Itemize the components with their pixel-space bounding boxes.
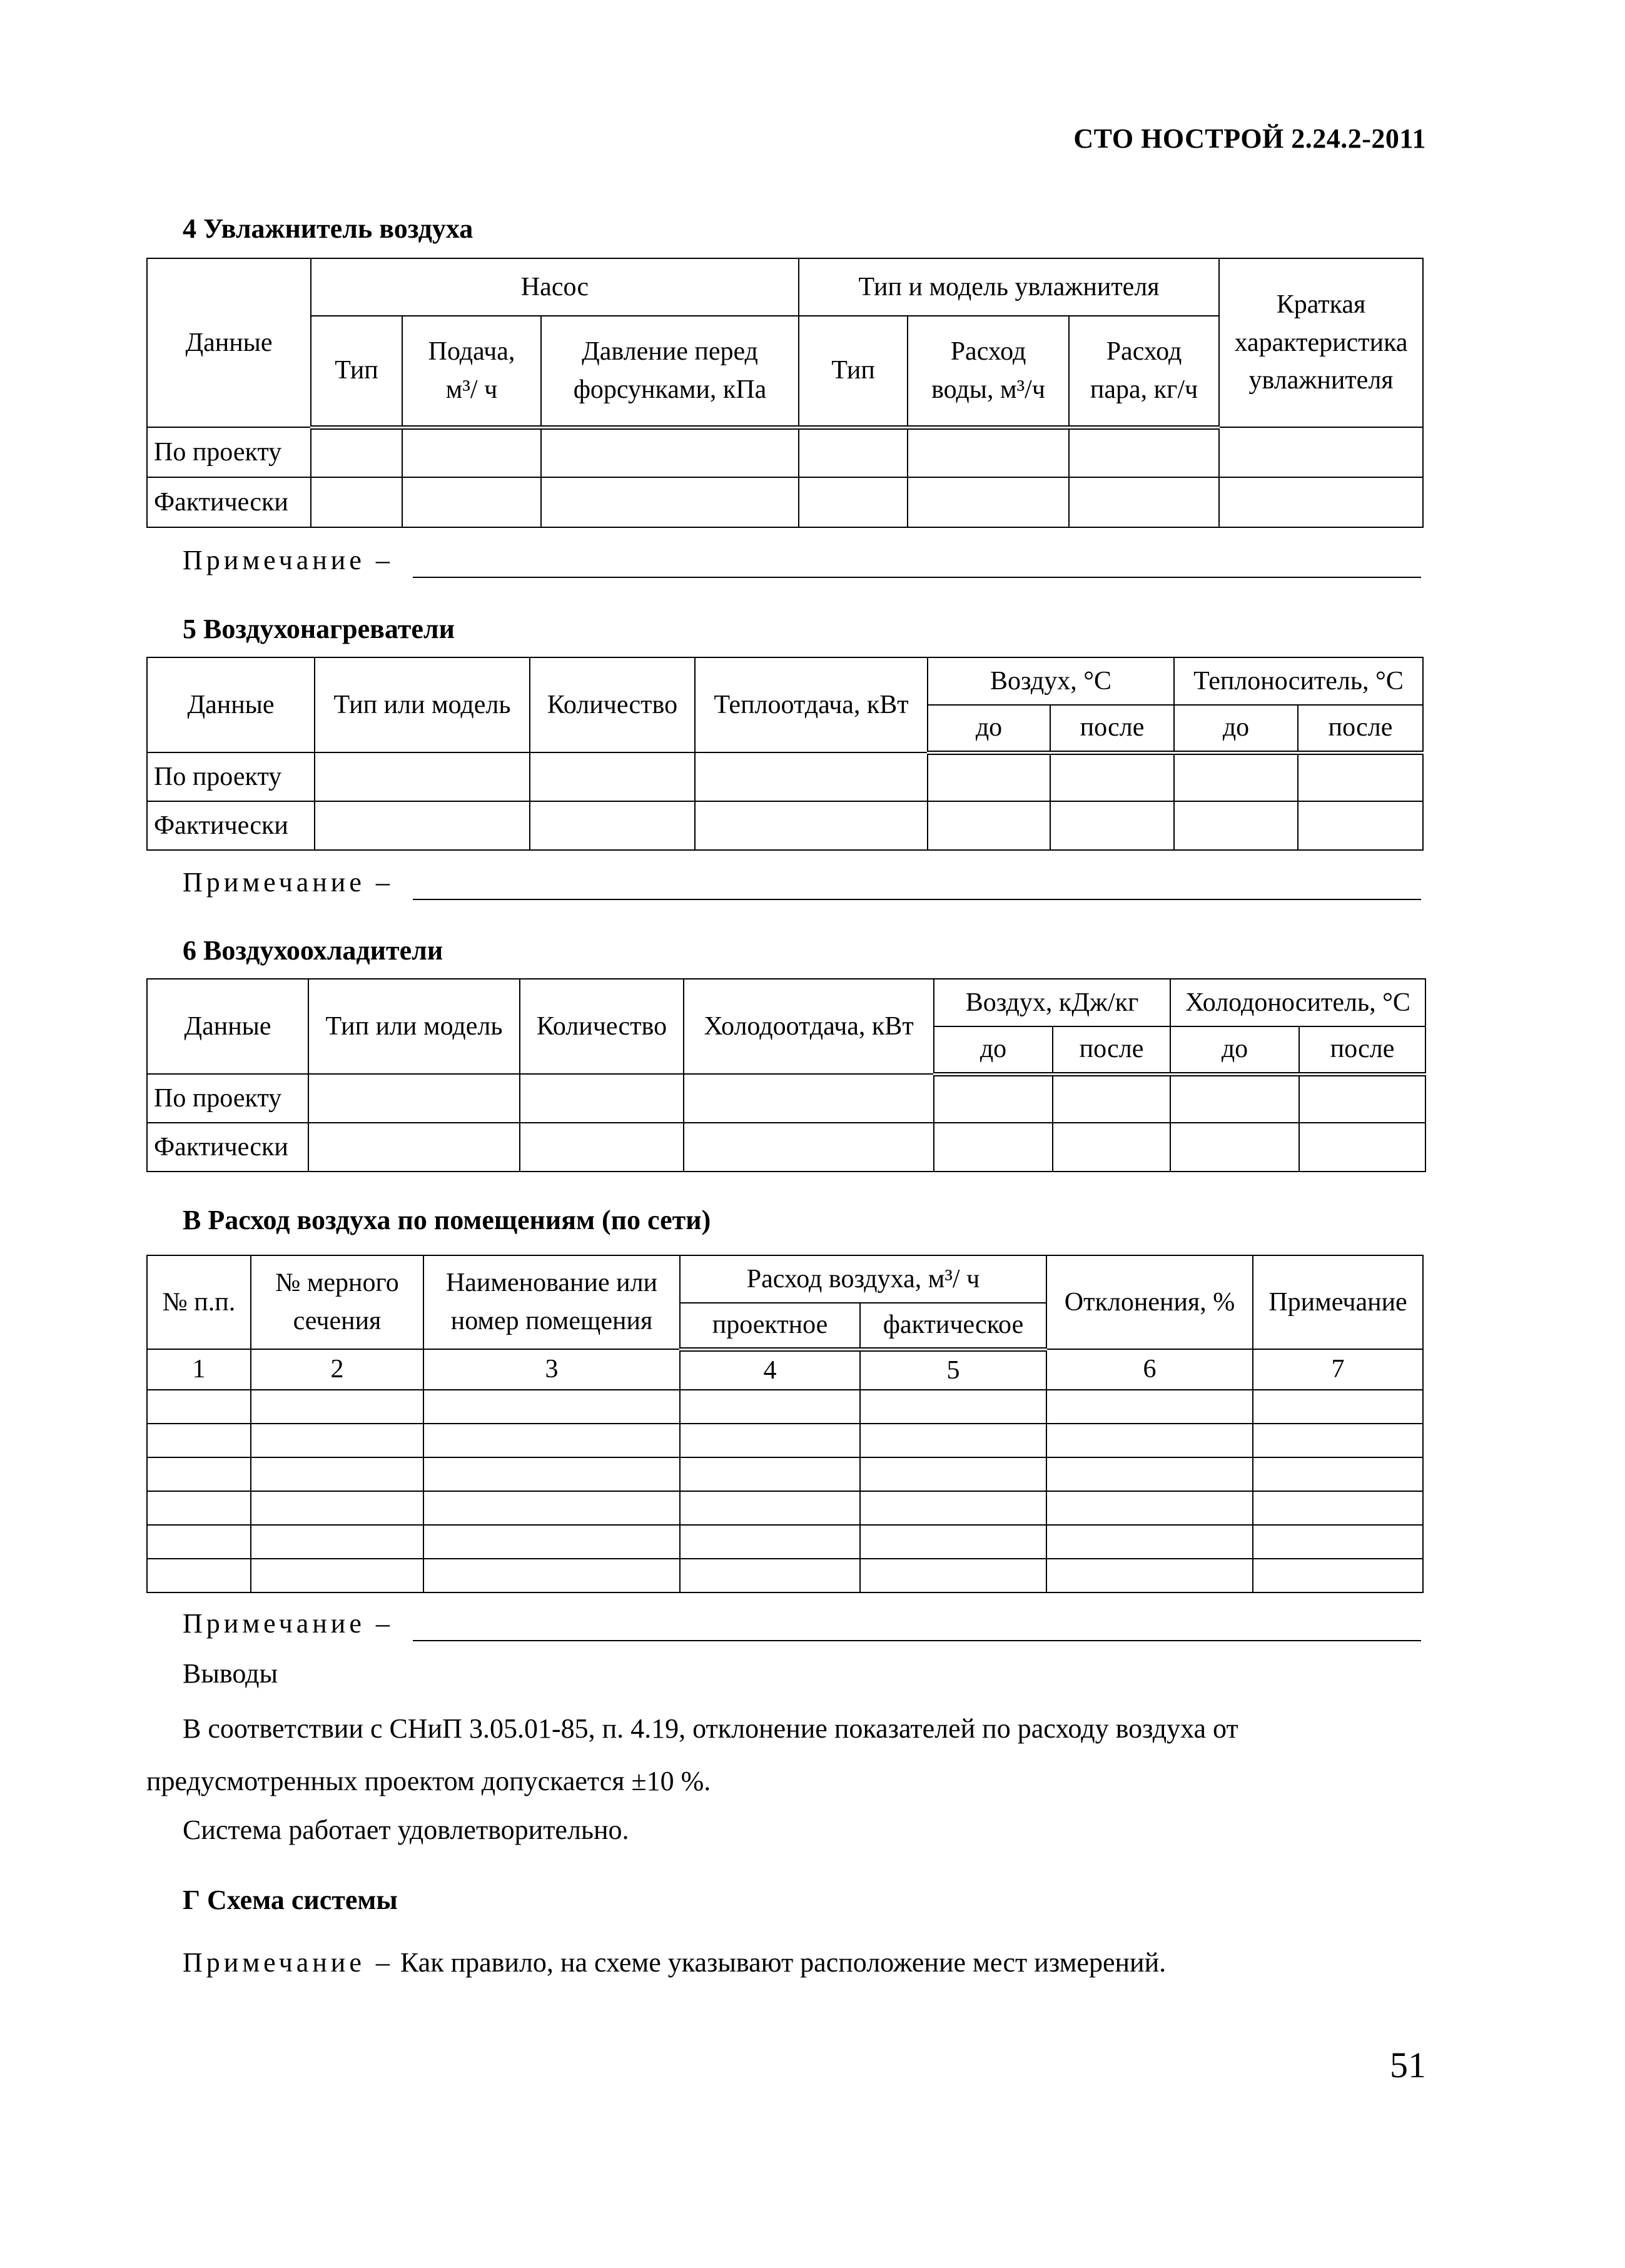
conclusions-status: Система работает удовлетворительно. bbox=[183, 1815, 629, 1845]
section-g-title: Г Схема системы bbox=[183, 1885, 398, 1915]
page-number: 51 bbox=[1390, 2045, 1426, 2085]
header-quantity: Количество bbox=[530, 657, 695, 752]
header-carrier-after: после bbox=[1298, 705, 1423, 752]
section-6-title: 6 Воздухоохладители bbox=[183, 935, 443, 966]
note-line-1 bbox=[413, 577, 1421, 578]
conclusions-title: Выводы bbox=[183, 1658, 278, 1689]
conclusions-paragraph-line-2: предусмотренных проектом допускается ±10 %. bbox=[146, 1766, 711, 1796]
header-coolant-group: Холодоноситель, °С bbox=[1170, 979, 1425, 1026]
row-label-design: По проекту bbox=[147, 752, 315, 801]
header-pump-type: Тип bbox=[311, 316, 402, 427]
header-air-before: до bbox=[934, 1026, 1053, 1074]
conclusions-paragraph-line-1: В соответствии с СНиП 3.05.01-85, п. 4.19, отклонение показателей по расходу воздуха от bbox=[183, 1713, 1238, 1744]
row-label-actual: Фактически bbox=[147, 801, 315, 850]
air-heaters-table bbox=[146, 657, 1424, 851]
table-row bbox=[147, 1390, 1423, 1424]
table-row bbox=[147, 1424, 1423, 1457]
header-air-flow-group: Расход воздуха, м³/ ч bbox=[680, 1255, 1046, 1303]
column-number-6: 6 bbox=[1046, 1349, 1253, 1390]
air-coolers-table bbox=[146, 978, 1426, 1172]
header-pump-group: Насос bbox=[311, 258, 799, 316]
header-room: Наименование или номер помещения bbox=[423, 1255, 680, 1349]
header-actual-flow: фактическое bbox=[860, 1303, 1046, 1349]
row-label-design: По проекту bbox=[147, 1074, 308, 1123]
header-air-after: после bbox=[1050, 705, 1174, 752]
row-label-design: По проекту bbox=[147, 427, 311, 477]
humidifier-table bbox=[146, 258, 1424, 528]
table-row bbox=[147, 1457, 1423, 1491]
table-row bbox=[147, 1491, 1423, 1525]
header-quantity: Количество bbox=[520, 979, 684, 1074]
header-measuring-section: № мерного сечения bbox=[251, 1255, 423, 1349]
header-heat-carrier-group: Теплоноситель, °С bbox=[1174, 657, 1423, 705]
header-steam-flow: Расход пара, кг/ч bbox=[1069, 316, 1219, 427]
table-row bbox=[147, 1525, 1423, 1559]
header-note: Примечание bbox=[1253, 1255, 1423, 1349]
header-model: Тип или модель bbox=[315, 657, 530, 752]
table-row bbox=[147, 1559, 1423, 1592]
section-5-title: 5 Воздухонагреватели bbox=[183, 614, 455, 644]
scheme-note-text: Как правило, на схеме указывают расположение мест измерений. bbox=[400, 1947, 1167, 1978]
document-code-header: СТО НОСТРОЙ 2.24.2-2011 bbox=[1073, 123, 1426, 154]
air-flow-table bbox=[146, 1255, 1424, 1593]
header-data: Данные bbox=[147, 979, 308, 1074]
header-deviation: Отклонения, % bbox=[1046, 1255, 1253, 1349]
column-number-3: 3 bbox=[423, 1349, 680, 1390]
column-number-5: 5 bbox=[860, 1349, 1046, 1390]
header-brief-characteristic: Краткая характеристика увлажнителя bbox=[1219, 258, 1423, 427]
note-line-3 bbox=[413, 1640, 1421, 1641]
column-number-2: 2 bbox=[251, 1349, 423, 1390]
note-label-3: Примечание – bbox=[183, 1608, 393, 1639]
header-carrier-before: до bbox=[1174, 705, 1298, 752]
header-coolant-before: до bbox=[1170, 1026, 1299, 1074]
header-cold-output: Холодоотдача, кВт bbox=[684, 979, 934, 1074]
scheme-note-label: Примечание – bbox=[183, 1947, 393, 1978]
header-water-flow: Расход воды, м³/ч bbox=[908, 316, 1069, 427]
header-feed: Подача, м³/ ч bbox=[402, 316, 541, 427]
header-number: № п.п. bbox=[147, 1255, 251, 1349]
column-number-7: 7 bbox=[1253, 1349, 1423, 1390]
scheme-note bbox=[183, 1947, 1166, 1978]
note-line-2 bbox=[413, 899, 1421, 900]
header-model: Тип или модель bbox=[308, 979, 520, 1074]
column-number-1: 1 bbox=[147, 1349, 251, 1390]
row-label-actual: Фактически bbox=[147, 1123, 308, 1172]
header-pressure: Давление перед форсунками, кПа bbox=[541, 316, 799, 427]
header-heat-output: Теплоотдача, кВт bbox=[695, 657, 928, 752]
note-label-1: Примечание – bbox=[183, 545, 393, 575]
column-number-4: 4 bbox=[680, 1349, 860, 1390]
header-air-group: Воздух, °С bbox=[928, 657, 1174, 705]
section-4-title: 4 Увлажнитель воздуха bbox=[183, 213, 473, 244]
header-air-group: Воздух, кДж/кг bbox=[934, 979, 1170, 1026]
header-humidifier-type: Тип bbox=[799, 316, 908, 427]
note-label-2: Примечание – bbox=[183, 867, 393, 898]
header-air-after: после bbox=[1053, 1026, 1170, 1074]
header-design-flow: проектное bbox=[680, 1303, 860, 1349]
header-air-before: до bbox=[928, 705, 1050, 752]
header-coolant-after: после bbox=[1299, 1026, 1425, 1074]
header-data: Данные bbox=[147, 258, 311, 427]
section-b-title: В Расход воздуха по помещениям (по сети) bbox=[183, 1205, 711, 1235]
header-data: Данные bbox=[147, 657, 315, 752]
row-label-actual: Фактически bbox=[147, 477, 311, 527]
header-humidifier-type-group: Тип и модель увлажнителя bbox=[799, 258, 1219, 316]
